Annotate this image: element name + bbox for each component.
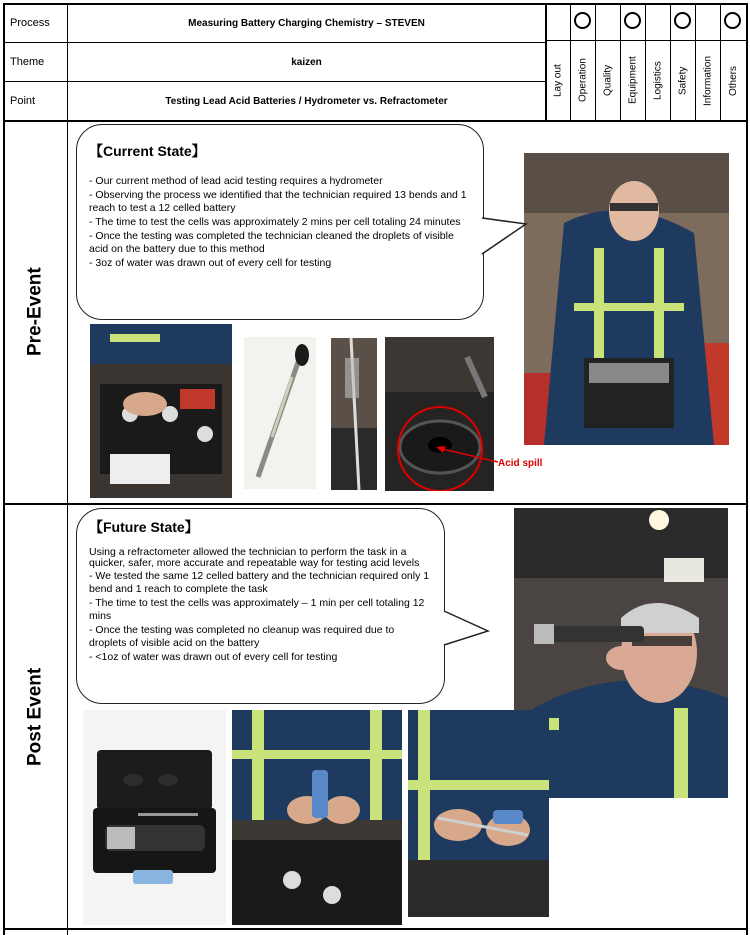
category-others: Others — [728, 65, 739, 96]
safety-check-circle — [674, 12, 691, 29]
refractometer-testing-photo — [232, 710, 402, 925]
header-col-line — [67, 3, 68, 935]
hydrometer-photo — [244, 337, 316, 489]
post-event-label: Post Event — [24, 667, 46, 766]
current-state-bubble — [76, 124, 484, 320]
point-value: Testing Lead Acid Batteries / Hydrometer vs. Refractometer — [165, 95, 448, 107]
current-state-line: - The time to test the cells was approximately 2 mins per cell totaling 24 minutes — [89, 216, 461, 228]
refractometer-sample-photo — [408, 710, 549, 917]
operation-check-circle — [574, 12, 591, 29]
future-state-line: - <1oz of water was drawn out of every cell for testing — [89, 651, 338, 663]
battery-testing-photo — [90, 324, 232, 498]
future-state-line: - We tested the same 12 celled battery and the technician required only 1 bend and 1 reach to complete the task — [89, 570, 430, 595]
acid-spill-arrow — [430, 440, 502, 470]
border-right — [746, 3, 748, 935]
header-bottom-line — [3, 120, 747, 122]
bottom-line — [3, 928, 747, 930]
bubble-tail — [470, 210, 530, 270]
category-logistics: Logistics — [652, 61, 664, 100]
category-operation: Operation — [577, 58, 589, 103]
acid-spill-label: Acid spill — [498, 458, 543, 469]
theme-label: Theme — [10, 56, 45, 68]
theme-value: kaizen — [291, 56, 322, 68]
current-state-line: - Once the testing was completed the technician cleaned the droplets of visible acid on the battery due to this method — [89, 230, 454, 255]
category-layout: Lay out — [552, 64, 564, 97]
current-state-line: - 3oz of water was drawn out of every cell for testing — [89, 257, 332, 269]
bubble-tail — [432, 605, 492, 660]
others-check-circle — [724, 12, 741, 29]
category-information: Information — [702, 55, 714, 106]
future-state-bubble — [76, 508, 445, 704]
equipment-check-circle — [624, 12, 641, 29]
future-state-title: 【Future State】 — [89, 519, 199, 535]
current-state-title: 【Current State】 — [89, 143, 206, 159]
technician-hydrometer-photo — [524, 153, 729, 445]
future-state-line: - Once the testing was completed no cleanup was required due to droplets of visible acid on the battery — [89, 624, 395, 649]
pre-event-label: Pre-Event — [24, 267, 46, 357]
process-label: Process — [10, 17, 50, 29]
current-state-line: - Observing the process we identified that the technician required 13 bends and 1 reach to test a 12 celled battery — [89, 189, 467, 214]
section-divider — [3, 503, 747, 505]
category-quality: Quality — [602, 64, 614, 97]
current-state-line: - Our current method of lead acid testing requires a hydrometer — [89, 175, 383, 187]
refractometer-case-photo — [83, 710, 226, 925]
point-label: Point — [10, 95, 36, 107]
process-value: Measuring Battery Charging Chemistry – STEVEN — [188, 17, 425, 29]
future-state-line: - The time to test the cells was approximately – 1 min per cell totaling 12 mins — [89, 597, 425, 622]
category-safety: Safety — [677, 66, 689, 95]
future-state-line: Using a refractometer allowed the technician to perform the task in a quicker, safer, more accurate and repeatable way for testing acid levels — [89, 546, 420, 569]
category-equipment: Equipment — [627, 56, 639, 105]
hydrometer-closeup-photo — [331, 338, 377, 490]
